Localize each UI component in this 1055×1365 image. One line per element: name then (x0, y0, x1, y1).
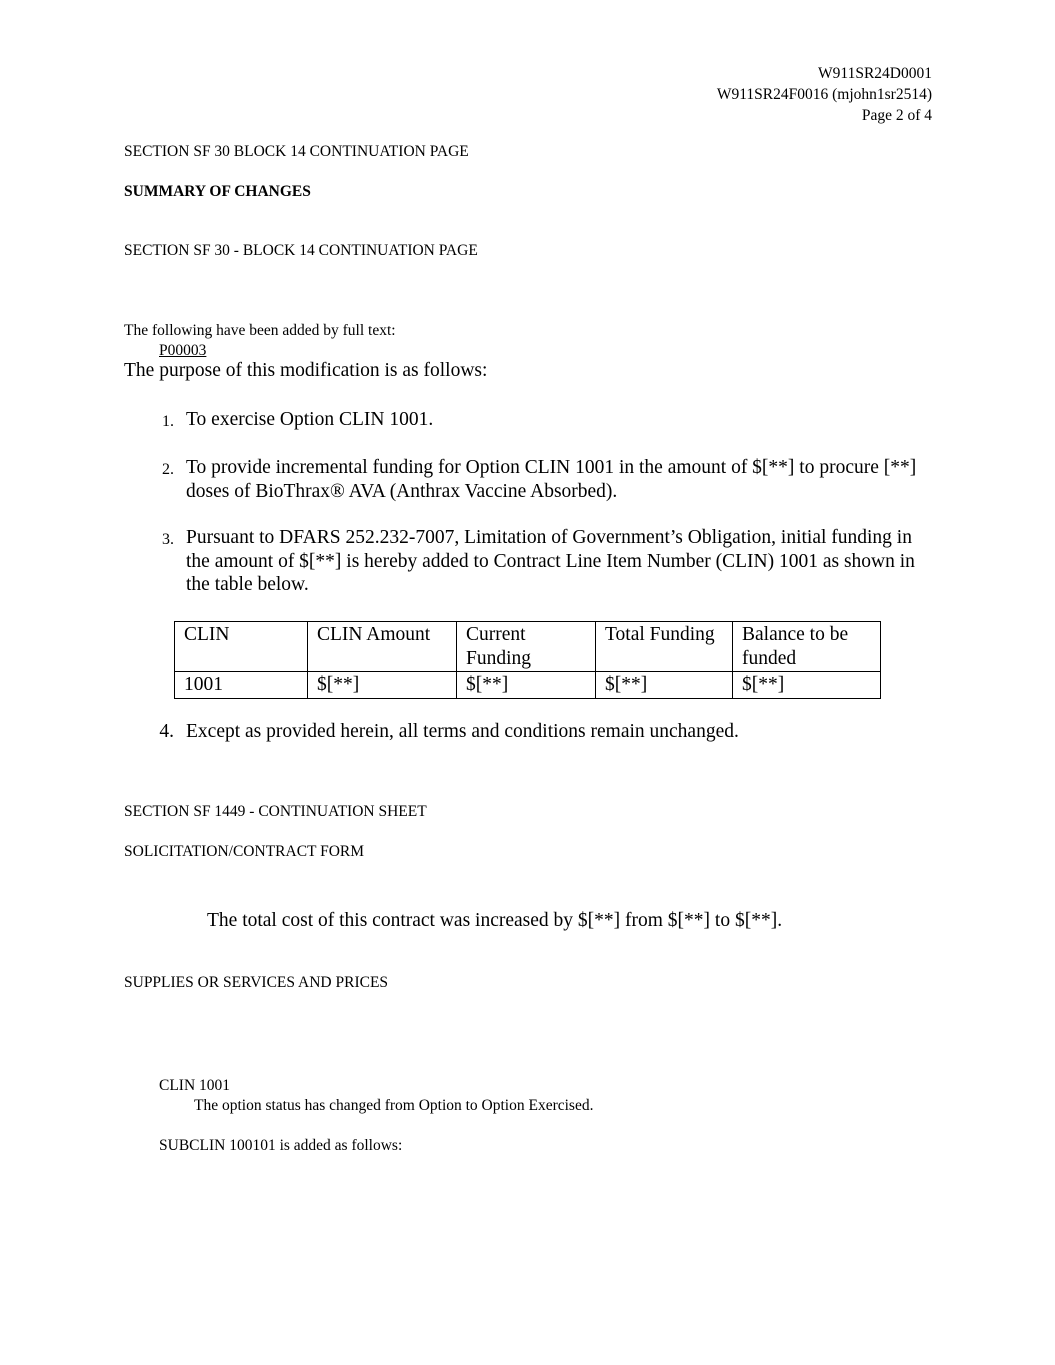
option-status-text: The option status has changed from Option to Option Exercised. (194, 1097, 594, 1114)
page-number: Page 2 of 4 (861, 107, 932, 124)
table-cell: $[**] (733, 672, 881, 699)
section-sf1449-heading: SECTION SF 1449 - CONTINUATION SHEET (124, 803, 427, 820)
section-sf30-block-heading: SECTION SF 30 - BLOCK 14 CONTINUATION PAGE (124, 242, 478, 259)
table-cell: $[**] (596, 672, 733, 699)
section-sf30-heading: SECTION SF 30 BLOCK 14 CONTINUATION PAGE (124, 143, 469, 160)
summary-of-changes-heading: SUMMARY OF CHANGES (124, 183, 311, 200)
table-row (175, 672, 881, 699)
purpose-intro: The purpose of this modification is as follows: (124, 360, 488, 381)
column-header: CLIN Amount (308, 622, 457, 672)
order-number: W911SR24F0016 (mjohn1sr2514) (716, 86, 932, 103)
list-item-text: To provide incremental funding for Option CLIN 1001 in the amount of $[**] to procure [**] doses of BioThrax® AVA (Anthrax Vaccine Absorbed). (186, 457, 917, 502)
column-header: CLIN (175, 622, 308, 672)
solicitation-heading: SOLICITATION/CONTRACT FORM (124, 843, 365, 860)
column-header: Total Funding (596, 622, 733, 672)
supplies-heading: SUPPLIES OR SERVICES AND PRICES (124, 974, 389, 991)
table-cell: $[**] (308, 672, 457, 699)
column-header: Current Funding (457, 622, 596, 672)
list-item-number: 2. (162, 461, 174, 478)
added-full-text-label: The following have been added by full text: (124, 322, 396, 339)
table-cell: 1001 (175, 672, 308, 699)
subclin-text: SUBCLIN 100101 is added as follows: (159, 1137, 403, 1154)
clin-label: CLIN 1001 (159, 1077, 231, 1094)
list-item-number: 1. (162, 413, 174, 430)
list-item-text: Pursuant to DFARS 252.232-7007, Limitation of Government’s Obligation, initial funding in the amount of $[**] is hereby added to Contract Line Item Number (CLIN) 1001 as shown in the table below. (186, 527, 915, 595)
total-cost-text: The total cost of this contract was increased by $[**] from $[**] to $[**]. (207, 910, 783, 931)
column-header: Balance to be funded (733, 622, 881, 672)
page-header (717, 63, 932, 126)
contract-number: W911SR24D0001 (818, 65, 932, 82)
table-header-row (175, 622, 881, 672)
list-item-text: To exercise Option CLIN 1001. (186, 409, 434, 430)
table-cell: $[**] (457, 672, 596, 699)
list-item-number: 4. (159, 721, 174, 742)
list-item-text: Except as provided herein, all terms and conditions remain unchanged. (186, 721, 739, 742)
funding-table (174, 621, 881, 699)
list-item-number: 3. (162, 531, 174, 548)
modification-number: P00003 (159, 342, 207, 359)
